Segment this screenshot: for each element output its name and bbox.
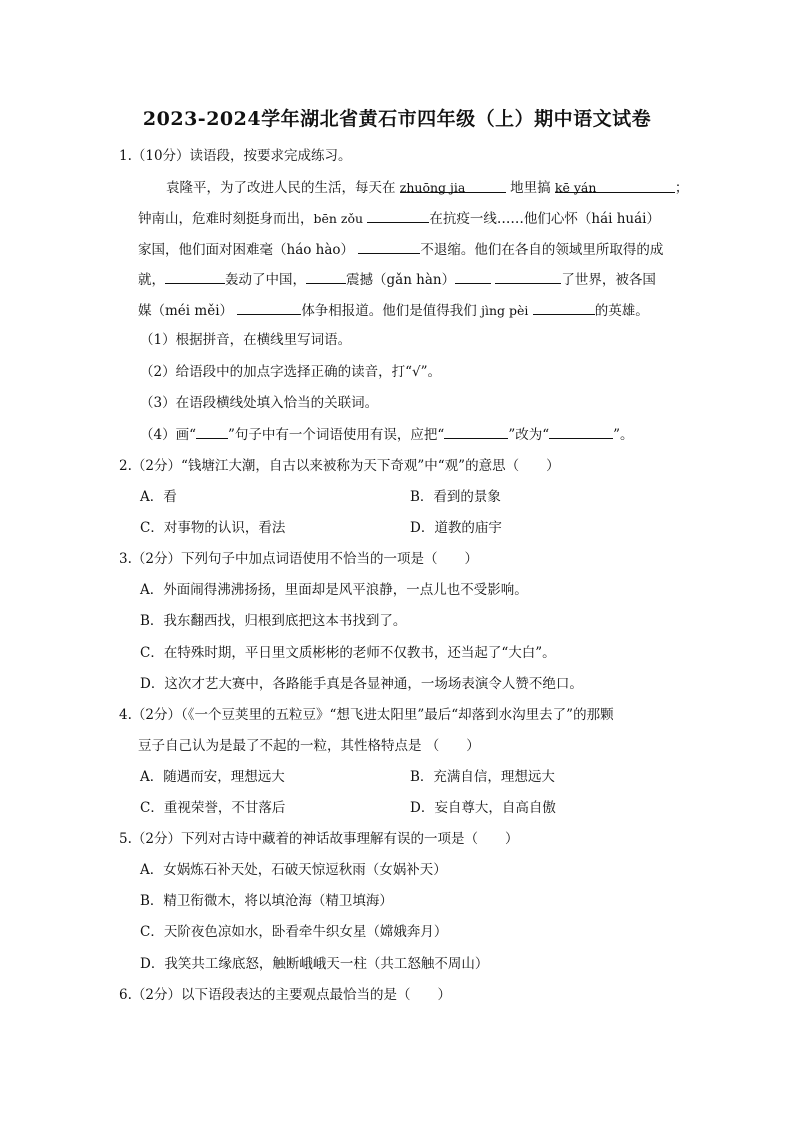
q3-option-c[interactable]: C．在特殊时期，平日里文质彬彬的老师不仅教书，还当起了“大白”。: [140, 645, 556, 661]
q1-text: ”改为“: [508, 427, 550, 443]
q1-sub-1: （1）根据拼音，在横线里写词语。: [140, 332, 352, 348]
q3-option-b[interactable]: B．我东翻西找，归根到底把这本书找到了。: [140, 613, 407, 629]
q4-header-line-1: 4.（2分）（《一个豆荚里的五粒豆》“想飞进太阳里”最后“却落到水沟里去了”的那颗: [119, 707, 614, 723]
pinyin-prompt: zhuōng jia: [399, 180, 466, 195]
q1-passage-line-4: [138, 269, 656, 290]
q1-passage-line-2: [138, 208, 660, 229]
q3-option-a[interactable]: A．外面闹得沸沸扬扬，里面却是风平浪静，一点儿也不受影响。: [140, 582, 528, 598]
q1-sub-2: （2）给语段中的加点字选择正确的读音，打“√”。: [140, 364, 441, 380]
answer-blank[interactable]: [533, 300, 595, 315]
q3-option-d[interactable]: D．这次才艺大赛中，各路能手真是各显神通，一场场表演令人赞不绝口。: [140, 676, 583, 692]
q1-text: 就，: [138, 272, 165, 288]
q4-option-b[interactable]: B．充满自信，理想远大: [410, 769, 555, 785]
answer-blank[interactable]: [495, 269, 561, 284]
q1-text: 钟南山，危难时刻挺身而出，: [138, 211, 314, 227]
q1-text: 不退缩。他们在各自的领域里所取得的成: [420, 242, 664, 258]
q1-text: 地里搞: [510, 180, 555, 196]
pinyin-prompt: jìng pèi: [481, 303, 529, 318]
q1-text: 体争相报道。他们是值得我们: [301, 303, 482, 319]
q1-text: 了世界，被各国: [561, 272, 656, 288]
answer-blank[interactable]: [306, 269, 346, 284]
answer-blank[interactable]: [549, 424, 613, 439]
answer-blank[interactable]: [367, 208, 429, 223]
q6-header: 6.（2分）以下语段表达的主要观点最恰当的是（ ）: [119, 987, 451, 1003]
answer-blank[interactable]: [196, 424, 228, 439]
q1-text: ”。: [613, 427, 634, 443]
answer-blank[interactable]: [165, 269, 225, 284]
q2-option-b[interactable]: B．看到的景象: [410, 489, 501, 505]
q4-header-line-2: 豆子自己认为是最了不起的一粒，其性格特点是 （ ）: [138, 738, 480, 754]
q1-sub-3: （3）在语段横线处填入恰当的关联词。: [140, 395, 379, 411]
answer-blank[interactable]: [444, 424, 508, 439]
answer-blank[interactable]: [400, 178, 506, 193]
q1-passage-line-5: [138, 300, 649, 321]
q1-text: 袁隆平，为了改进人民的生活，每天在: [166, 180, 400, 196]
q1-passage-line-1: [166, 178, 688, 198]
answer-blank[interactable]: [237, 300, 301, 315]
page-title: 2023-2024学年湖北省黄石市四年级（上）期中语文试卷: [142, 108, 652, 130]
q1-text: ”句子中有一个词语使用有误，应把“: [228, 427, 445, 443]
answer-blank[interactable]: [455, 269, 491, 284]
answer-blank[interactable]: [555, 178, 675, 193]
q2-option-c[interactable]: C．对事物的认识，看法: [140, 520, 286, 536]
q1-text: 震撼（gǎn hàn）: [346, 272, 456, 288]
q2-option-d[interactable]: D．道教的庙宇: [410, 520, 502, 536]
q1-text: 的英雄。: [594, 303, 649, 319]
q1-passage-line-3: [138, 239, 663, 260]
q2-header: 2.（2分）“钱塘江大潮，自古以来被称为天下奇观”中“观”的意思（ ）: [119, 458, 560, 474]
q5-option-b[interactable]: B．精卫衔微木，将以填沧海（精卫填海）: [140, 893, 393, 909]
q1-text: 轰动了中国，: [225, 272, 306, 288]
answer-blank[interactable]: [358, 239, 420, 254]
q5-option-a[interactable]: A．女娲炼石补天处，石破天惊逗秋雨（女娲补天）: [140, 862, 447, 878]
q1-text: （4）画“: [140, 427, 196, 443]
pinyin-prompt: kē yán: [554, 180, 597, 195]
q5-option-d[interactable]: D．我笑共工缘底怒，触断峨峨天一柱（共工怒触不周山）: [140, 956, 489, 972]
pinyin-prompt: bēn zǒu: [313, 211, 364, 226]
q1-text: 媒（méi měi）: [138, 303, 238, 319]
q4-option-d[interactable]: D．妄自尊大，自高自傲: [410, 800, 556, 816]
q2-option-a[interactable]: A．看: [140, 489, 177, 505]
q4-option-a[interactable]: A．随遇而安，理想远大: [140, 769, 285, 785]
q1-header: 1.（10分）读语段，按要求完成练习。: [119, 148, 352, 164]
q1-text: 在抗疫一线……他们心怀（hái huái）: [429, 211, 660, 227]
q4-option-c[interactable]: C．重视荣誉，不甘落后: [140, 800, 286, 816]
q1-text: ；: [674, 180, 689, 196]
q1-text: 家国，他们面对困难毫（háo hào）: [138, 242, 359, 258]
q1-sub-4: [140, 424, 634, 445]
q5-option-c[interactable]: C．天阶夜色凉如水，卧看牵牛织女星（嫦娥奔月）: [140, 924, 448, 940]
q5-header: 5.（2分）下列对古诗中藏着的神话故事理解有误的一项是（ ）: [119, 831, 519, 847]
q3-header: 3.（2分）下列句子中加点词语使用不恰当的一项是（ ）: [119, 551, 478, 567]
